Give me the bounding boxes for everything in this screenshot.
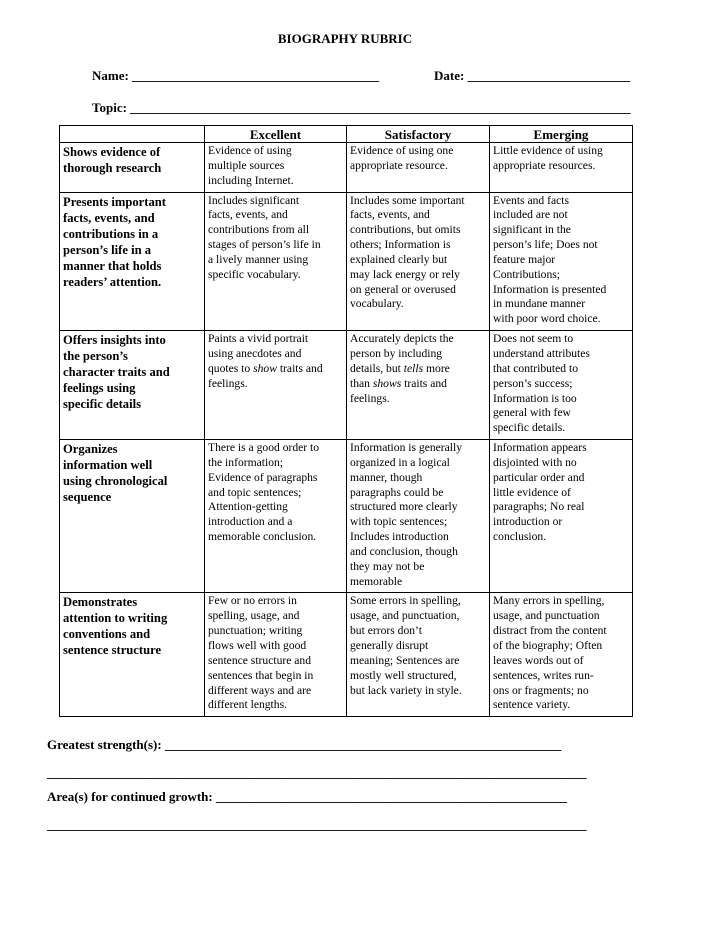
descriptor-line: sentence structure and xyxy=(208,653,312,667)
descriptor-line: Includes some important xyxy=(350,193,465,207)
descriptor-line: Does not seem to xyxy=(493,332,574,346)
cell-excellent xyxy=(205,192,347,331)
table-header-row xyxy=(60,126,633,143)
descriptor-line: may lack energy or rely xyxy=(350,267,460,281)
criterion-line: Offers insights into xyxy=(63,333,166,348)
name-field[interactable]: Name: ______________________________________ xyxy=(92,68,380,83)
descriptor-line: Information appears xyxy=(493,441,587,455)
descriptor-line: Includes introduction xyxy=(350,530,449,544)
cell-emerging xyxy=(490,331,633,440)
descriptor-line: Information is generally xyxy=(350,441,463,455)
descriptor-line: Attention-getting xyxy=(208,500,288,514)
cell-criterion xyxy=(60,192,205,331)
header-satisfactory: Satisfactory xyxy=(347,126,490,143)
descriptor-line: facts, events, and xyxy=(208,208,288,222)
descriptor-line: little evidence of xyxy=(493,485,571,499)
rubric-row xyxy=(60,331,633,440)
cell-excellent xyxy=(205,143,347,193)
header-excellent: Excellent xyxy=(205,126,347,143)
descriptor-line: on general or overused xyxy=(350,282,456,296)
descriptor-line: ons or fragments; no xyxy=(493,683,589,697)
descriptor-line: Events and facts xyxy=(493,193,569,207)
cell-excellent xyxy=(205,593,347,717)
descriptor-line: that contributed to xyxy=(493,361,579,375)
cell-emerging xyxy=(490,440,633,593)
criterion-line: specific details xyxy=(63,397,141,412)
descriptor-line: others; Information is xyxy=(350,238,451,252)
descriptor-line: conclusion. xyxy=(493,530,547,544)
descriptor-line: Contributions; xyxy=(493,267,560,281)
descriptor-line: multiple sources xyxy=(208,158,285,172)
descriptor-line: usage, and punctuation xyxy=(493,609,600,623)
descriptor-line: general with few xyxy=(493,406,571,420)
descriptor-line: with topic sentences; xyxy=(350,515,448,529)
criterion-line: facts, events, and xyxy=(63,210,155,225)
criterion-line: attention to writing xyxy=(63,611,168,626)
descriptor-line: but errors don’t xyxy=(350,624,422,638)
descriptor-line: paragraphs; No real xyxy=(493,500,585,514)
document-title: BIOGRAPHY RUBRIC xyxy=(277,31,413,46)
descriptor-line: understand attributes xyxy=(493,346,590,360)
rubric-row xyxy=(60,593,633,717)
descriptor-line: disjointed with no xyxy=(493,455,577,469)
descriptor-line: meaning; Sentences are xyxy=(350,653,460,667)
criterion-line: Shows evidence of xyxy=(63,145,161,159)
descriptor-line: different lengths. xyxy=(208,698,287,712)
descriptor-line: stages of person’s life in xyxy=(208,238,321,252)
descriptor-line: particular order and xyxy=(493,470,585,484)
descriptor-line: feature major xyxy=(493,252,556,266)
criterion-line: information well xyxy=(63,458,153,473)
descriptor-line: Evidence of using one xyxy=(350,144,454,157)
descriptor-line: Few or no errors in xyxy=(208,594,297,608)
header-emerging: Emerging xyxy=(490,126,633,143)
cell-emerging xyxy=(490,593,633,717)
descriptor-line: organized in a logical xyxy=(350,455,450,469)
criterion-line: Demonstrates xyxy=(63,595,138,610)
descriptor-line: memorable conclusion. xyxy=(208,530,317,544)
descriptor-line: Accurately depicts the xyxy=(350,332,454,346)
cell-satisfactory xyxy=(347,331,490,440)
descriptor-line: memorable xyxy=(350,574,403,588)
descriptor-line: contributions from all xyxy=(208,223,310,237)
descriptor-line: explained clearly but xyxy=(350,252,448,266)
criterion-line: thorough research xyxy=(63,161,162,175)
descriptor-line: Many errors in spelling, xyxy=(493,594,605,608)
cell-criterion xyxy=(60,593,205,717)
descriptor-line: in mundane manner xyxy=(493,297,586,311)
descriptor-line: using anecdotes and xyxy=(208,346,302,360)
descriptor-line: person by including xyxy=(350,346,443,360)
descriptor-line: specific vocabulary. xyxy=(208,267,301,281)
descriptor-line: Little evidence of using xyxy=(493,144,603,157)
descriptor-line: different ways and are xyxy=(208,683,312,697)
criterion-line: readers’ attention. xyxy=(63,274,162,289)
descriptor-line: a lively manner using xyxy=(208,252,309,266)
descriptor-line: and conclusion, though xyxy=(350,544,458,558)
descriptor-line: included are not xyxy=(493,208,568,222)
cell-emerging xyxy=(490,143,633,193)
descriptor-line: generally disrupt xyxy=(350,639,429,652)
descriptor-line: specific details. xyxy=(493,421,566,435)
cell-satisfactory xyxy=(347,143,490,193)
criterion-line: person’s life in a xyxy=(63,242,152,257)
criterion-line: sequence xyxy=(63,490,112,505)
descriptor-line: spelling, usage, and xyxy=(208,609,300,623)
descriptor-line: introduction and a xyxy=(208,515,293,529)
criterion-line: sentence structure xyxy=(63,643,162,658)
descriptor-line: Information is too xyxy=(493,391,577,405)
growth-blank-line[interactable]: ___________________________________________________________________________________ xyxy=(47,817,587,832)
date-field[interactable]: Date: _________________________ xyxy=(434,68,631,83)
descriptor-line: and topic sentences; xyxy=(208,485,302,499)
criterion-line: feelings using xyxy=(63,381,136,396)
descriptor-line: details, but tells more xyxy=(350,361,450,375)
topic-field[interactable]: Topic: _____________________________________________________________________________ xyxy=(92,100,631,115)
descriptor-line: usage, and punctuation, xyxy=(350,609,460,623)
descriptor-line: Some errors in spelling, xyxy=(350,594,461,608)
descriptor-line: Evidence of paragraphs xyxy=(208,470,318,484)
descriptor-line: flows well with good xyxy=(208,639,307,652)
descriptor-line: manner, though xyxy=(350,470,423,484)
descriptor-line: Evidence of using xyxy=(208,144,292,157)
cell-satisfactory xyxy=(347,192,490,331)
descriptor-line: feelings. xyxy=(350,391,390,405)
header-criterion xyxy=(60,126,205,143)
descriptor-line: including Internet. xyxy=(208,173,294,187)
descriptor-line: sentence variety. xyxy=(493,698,571,712)
descriptor-line: the information; xyxy=(208,455,284,469)
descriptor-line: vocabulary. xyxy=(350,297,404,311)
criterion-line: manner that holds xyxy=(63,258,162,273)
descriptor-line: appropriate resources. xyxy=(493,158,596,172)
descriptor-line: distract from the content xyxy=(493,624,607,638)
descriptor-line: leaves words out of xyxy=(493,653,584,667)
criterion-line: conventions and xyxy=(63,627,151,642)
descriptor-line: person’s life; Does not xyxy=(493,238,598,252)
greatest-strengths-field[interactable]: Greatest strength(s): _____________________________________________________________ xyxy=(47,737,562,752)
descriptor-line: but lack variety in style. xyxy=(350,683,462,697)
cell-criterion xyxy=(60,331,205,440)
descriptor-line: person’s success; xyxy=(493,376,573,390)
descriptor-line: There is a good order to xyxy=(208,441,320,455)
descriptor-line: feelings. xyxy=(208,376,248,390)
descriptor-line: facts, events, and xyxy=(350,208,430,222)
descriptor-line: mostly well structured, xyxy=(350,668,457,682)
descriptor-line: quotes to show traits and xyxy=(208,361,323,375)
descriptor-line: punctuation; writing xyxy=(208,624,303,638)
descriptor-line: contributions, but omits xyxy=(350,223,461,237)
rubric-row xyxy=(60,440,633,593)
descriptor-line: introduction or xyxy=(493,515,563,529)
descriptor-line: they may not be xyxy=(350,559,425,573)
cell-emerging xyxy=(490,192,633,331)
descriptor-line: of the biography; Often xyxy=(493,639,603,652)
descriptor-line: with poor word choice. xyxy=(493,312,601,326)
descriptor-line: than shows traits and xyxy=(350,376,447,390)
descriptor-line: paragraphs could be xyxy=(350,485,444,499)
cell-criterion xyxy=(60,143,205,193)
cell-criterion xyxy=(60,440,205,593)
criterion-line: character traits and xyxy=(63,365,170,380)
cell-satisfactory xyxy=(347,440,490,593)
criterion-line: Organizes xyxy=(63,442,118,457)
descriptor-line: Includes significant xyxy=(208,193,300,207)
descriptor-line: structured more clearly xyxy=(350,500,458,514)
descriptor-line: Information is presented xyxy=(493,282,607,296)
cell-excellent xyxy=(205,440,347,593)
rubric-row xyxy=(60,143,633,193)
criterion-line: Presents important xyxy=(63,194,166,209)
descriptor-line: sentences, writes run- xyxy=(493,668,594,682)
descriptor-line: significant in the xyxy=(493,223,571,237)
strengths-blank-line[interactable]: ___________________________________________________________________________________ xyxy=(47,765,587,780)
cell-satisfactory xyxy=(347,593,490,717)
criterion-line: contributions in a xyxy=(63,226,159,241)
cell-excellent xyxy=(205,331,347,440)
rubric-table xyxy=(59,125,633,717)
rubric-row xyxy=(60,192,633,331)
criterion-line: using chronological xyxy=(63,474,168,489)
descriptor-line: Paints a vivid portrait xyxy=(208,332,309,346)
descriptor-line: sentences that begin in xyxy=(208,668,314,682)
descriptor-line: appropriate resource. xyxy=(350,158,448,172)
criterion-line: the person’s xyxy=(63,349,128,364)
continued-growth-field[interactable]: Area(s) for continued growth: ______________________________________________________ xyxy=(47,789,567,804)
